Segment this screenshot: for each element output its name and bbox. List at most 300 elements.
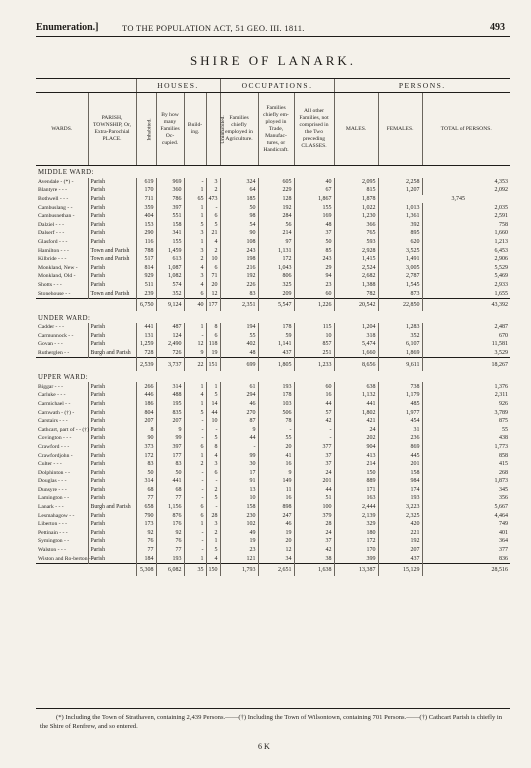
value-cell: 898 bbox=[258, 503, 294, 512]
ward-heading-row bbox=[36, 371, 510, 383]
total-cell: 6,750 bbox=[136, 298, 156, 311]
total-cell: 40 bbox=[184, 298, 206, 311]
value-cell: 404 bbox=[136, 212, 156, 221]
value-cell: 5 bbox=[206, 391, 220, 400]
place-type: Parish bbox=[88, 203, 136, 212]
value-cell: 356 bbox=[422, 494, 510, 503]
place-name: Stonehouse - - bbox=[38, 290, 71, 297]
value-cell: 54 bbox=[220, 221, 258, 230]
value-cell: 2 bbox=[184, 460, 206, 469]
value-cell: 1 bbox=[184, 323, 206, 332]
value-cell: 786 bbox=[156, 195, 184, 204]
place-type: Parish bbox=[88, 195, 136, 204]
value-cell: 172 bbox=[136, 451, 156, 460]
place-name: Glasford - - - bbox=[38, 239, 68, 246]
value-cell: 37 bbox=[294, 451, 334, 460]
value-cell: 446 bbox=[136, 391, 156, 400]
place-type: Parish bbox=[88, 178, 136, 187]
value-cell: 128 bbox=[258, 195, 294, 204]
place-type: Parish bbox=[88, 281, 136, 290]
value-cell: 19 bbox=[220, 537, 258, 546]
value-cell: 11 bbox=[258, 486, 294, 495]
total-blank bbox=[36, 358, 136, 371]
value-cell: 6 bbox=[206, 264, 220, 273]
place-type: Parish bbox=[88, 443, 136, 452]
value-cell: 214 bbox=[334, 460, 378, 469]
value-cell: 8 bbox=[206, 443, 220, 452]
place-type: Parish bbox=[88, 529, 136, 538]
value-cell: 4 bbox=[184, 281, 206, 290]
value-cell: 5,469 bbox=[422, 272, 510, 281]
value-cell: 158 bbox=[378, 468, 422, 477]
value-cell: 155 bbox=[156, 238, 184, 247]
value-cell: 150 bbox=[334, 468, 378, 477]
value-cell: 929 bbox=[136, 272, 156, 281]
value-cell: 4 bbox=[184, 264, 206, 273]
value-cell: 64 bbox=[220, 186, 258, 195]
value-cell: 1 bbox=[184, 212, 206, 221]
value-cell: 1,013 bbox=[378, 203, 422, 212]
value-cell: 1 bbox=[206, 537, 220, 546]
place-type: Parish bbox=[88, 425, 136, 434]
value-cell: 593 bbox=[334, 238, 378, 247]
value-cell: 858 bbox=[422, 451, 510, 460]
place-name: Symington - - bbox=[38, 538, 70, 545]
value-cell: 44 bbox=[294, 486, 334, 495]
value-cell: 3 bbox=[184, 246, 206, 255]
value-cell: 19 bbox=[258, 529, 294, 538]
value-cell: 605 bbox=[258, 178, 294, 187]
value-cell: 1,156 bbox=[156, 503, 184, 512]
col-agriculture: Families chiefly employed in Agriculture. bbox=[220, 93, 258, 166]
value-cell: 788 bbox=[136, 246, 156, 255]
value-cell: - bbox=[184, 537, 206, 546]
value-cell: 345 bbox=[422, 486, 510, 495]
value-cell: 6 bbox=[184, 511, 206, 520]
value-cell: 875 bbox=[422, 417, 510, 426]
value-cell: 24 bbox=[294, 529, 334, 538]
total-cell: 22 bbox=[184, 358, 206, 371]
table-row bbox=[36, 486, 510, 495]
value-cell: 401 bbox=[422, 529, 510, 538]
value-cell: 711 bbox=[136, 195, 156, 204]
value-cell: 118 bbox=[206, 340, 220, 349]
value-cell: 359 bbox=[136, 203, 156, 212]
value-cell: 1,660 bbox=[334, 349, 378, 358]
table-row bbox=[36, 417, 510, 426]
value-cell: - bbox=[184, 468, 206, 477]
value-cell: 178 bbox=[258, 391, 294, 400]
place-name: Covington - - - bbox=[38, 435, 72, 442]
value-cell: 9 bbox=[184, 349, 206, 358]
signature-mark: 6 K bbox=[258, 742, 270, 751]
table-row bbox=[36, 281, 510, 290]
value-cell: 454 bbox=[378, 417, 422, 426]
value-cell: 99 bbox=[220, 451, 258, 460]
place-type: Parish bbox=[88, 554, 136, 563]
value-cell: 5 bbox=[206, 221, 220, 230]
value-cell: 377 bbox=[294, 443, 334, 452]
value-cell: 24 bbox=[334, 425, 378, 434]
value-cell: 670 bbox=[422, 332, 510, 341]
value-cell: 10 bbox=[294, 332, 334, 341]
value-cell: - bbox=[258, 425, 294, 434]
value-cell: 30 bbox=[220, 460, 258, 469]
value-cell: 31 bbox=[378, 425, 422, 434]
value-cell: 377 bbox=[422, 546, 510, 555]
value-cell: 1,459 bbox=[156, 246, 184, 255]
col-families: By how many Families Oc-cupied. bbox=[156, 93, 184, 166]
place-name: Lesmahagow - - bbox=[38, 512, 75, 519]
table-row bbox=[36, 186, 510, 195]
value-cell: 873 bbox=[378, 289, 422, 298]
total-cell: 1,638 bbox=[294, 563, 334, 576]
place-type: Parish bbox=[88, 323, 136, 332]
value-cell: 83 bbox=[136, 460, 156, 469]
value-cell: 2,139 bbox=[334, 511, 378, 520]
value-cell: 3 bbox=[184, 229, 206, 238]
value-cell: 2,325 bbox=[378, 511, 422, 520]
value-cell: 1,022 bbox=[334, 203, 378, 212]
value-cell: 50 bbox=[294, 238, 334, 247]
value-cell: 1,179 bbox=[378, 391, 422, 400]
value-cell: 38 bbox=[294, 554, 334, 563]
total-cell: 9,611 bbox=[378, 358, 422, 371]
place-type: Parish bbox=[88, 400, 136, 409]
value-cell: 1 bbox=[184, 451, 206, 460]
value-cell: 60 bbox=[294, 382, 334, 391]
value-cell: 2,311 bbox=[422, 391, 510, 400]
value-cell: 243 bbox=[220, 246, 258, 255]
value-cell: 2,095 bbox=[334, 178, 378, 187]
place-name: Dalziel - - - bbox=[38, 221, 64, 228]
value-cell: 163 bbox=[334, 494, 378, 503]
value-cell: 149 bbox=[258, 477, 294, 486]
value-cell: 517 bbox=[136, 255, 156, 264]
value-cell: 268 bbox=[422, 468, 510, 477]
value-cell: 1,867 bbox=[294, 195, 334, 204]
place-type: Parish bbox=[88, 408, 136, 417]
total-cell: 18,267 bbox=[422, 358, 510, 371]
value-cell: 16 bbox=[258, 460, 294, 469]
value-cell: 814 bbox=[136, 264, 156, 273]
value-cell: 77 bbox=[156, 494, 184, 503]
table-row bbox=[36, 460, 510, 469]
value-cell: 153 bbox=[136, 221, 156, 230]
value-cell: 8 bbox=[136, 425, 156, 434]
value-cell: 28 bbox=[294, 520, 334, 529]
value-cell: 420 bbox=[378, 520, 422, 529]
table-row bbox=[36, 391, 510, 400]
value-cell: 13 bbox=[220, 486, 258, 495]
value-cell: 108 bbox=[220, 238, 258, 247]
value-cell: 91 bbox=[220, 477, 258, 486]
place-name: Rutherglen - - bbox=[38, 350, 70, 357]
table-body bbox=[36, 166, 510, 577]
place-name: Monkland, Old - bbox=[38, 273, 76, 280]
value-cell: 83 bbox=[220, 289, 258, 298]
col-trade: Families chiefly em-ployed in Trade, Manufac-tures, or Handicraft. bbox=[258, 93, 294, 166]
place-type: Parish bbox=[88, 486, 136, 495]
place-name: Crawford - - - bbox=[38, 443, 70, 450]
value-cell: 415 bbox=[422, 460, 510, 469]
place-name: Carstairs - - - bbox=[38, 418, 68, 425]
value-cell: 3,223 bbox=[378, 503, 422, 512]
place-name: Liberton - - - bbox=[38, 521, 68, 528]
value-cell: 325 bbox=[258, 281, 294, 290]
col-place: PARISH, TOWNSHIP, Or, Extra-Parochial PLACE. bbox=[88, 93, 136, 166]
value-cell: 6 bbox=[184, 503, 206, 512]
value-cell: 2,035 bbox=[422, 203, 510, 212]
table-row bbox=[36, 195, 510, 204]
value-cell: 1,204 bbox=[334, 323, 378, 332]
table-row bbox=[36, 529, 510, 538]
place-type: Parish bbox=[88, 186, 136, 195]
value-cell: 1,802 bbox=[334, 408, 378, 417]
value-cell: 94 bbox=[294, 272, 334, 281]
place-name: Cadder - - - bbox=[38, 324, 64, 331]
footer-rule bbox=[36, 708, 510, 709]
value-cell: 399 bbox=[334, 554, 378, 563]
value-cell: 574 bbox=[156, 281, 184, 290]
value-cell: - bbox=[184, 529, 206, 538]
value-cell: 889 bbox=[334, 477, 378, 486]
value-cell: 19 bbox=[206, 349, 220, 358]
value-cell: 44 bbox=[294, 400, 334, 409]
value-cell: 2,444 bbox=[334, 503, 378, 512]
value-cell: 180 bbox=[334, 529, 378, 538]
ward-total-row bbox=[36, 563, 510, 576]
value-cell: 17 bbox=[220, 468, 258, 477]
place-name: Culter - - - bbox=[38, 461, 62, 468]
value-cell: 60 bbox=[294, 289, 334, 298]
value-cell: 5,529 bbox=[422, 264, 510, 273]
value-cell: 1,043 bbox=[258, 264, 294, 273]
value-cell: 21 bbox=[206, 229, 220, 238]
total-cell: 8,656 bbox=[334, 358, 378, 371]
value-cell: 67 bbox=[294, 186, 334, 195]
value-cell: 115 bbox=[294, 323, 334, 332]
value-cell: 1,415 bbox=[334, 255, 378, 264]
value-cell: 65 bbox=[184, 195, 206, 204]
value-cell: 51 bbox=[294, 494, 334, 503]
value-cell: 857 bbox=[294, 340, 334, 349]
value-cell: 3 bbox=[184, 272, 206, 281]
value-cell: 2 bbox=[206, 246, 220, 255]
group-houses: HOUSES. bbox=[136, 79, 220, 93]
table-row bbox=[36, 400, 510, 409]
value-cell: 658 bbox=[136, 503, 156, 512]
value-cell: 56 bbox=[258, 221, 294, 230]
value-cell: 155 bbox=[294, 203, 334, 212]
value-cell: 4 bbox=[206, 451, 220, 460]
total-cell: 6,082 bbox=[156, 563, 184, 576]
value-cell: 158 bbox=[156, 221, 184, 230]
value-cell: 78 bbox=[258, 417, 294, 426]
value-cell: 765 bbox=[334, 229, 378, 238]
value-cell: 6 bbox=[206, 468, 220, 477]
value-cell: 247 bbox=[258, 511, 294, 520]
value-cell: - bbox=[184, 546, 206, 555]
value-cell: 192 bbox=[378, 537, 422, 546]
table-row bbox=[36, 340, 510, 349]
value-cell: 131 bbox=[136, 332, 156, 341]
value-cell: 726 bbox=[156, 349, 184, 358]
table-row bbox=[36, 554, 510, 563]
place-type: Parish bbox=[88, 546, 136, 555]
place-name: Crawfordjohn - bbox=[38, 452, 73, 459]
value-cell: 102 bbox=[220, 520, 258, 529]
value-cell: 173 bbox=[136, 520, 156, 529]
value-cell: 100 bbox=[294, 503, 334, 512]
value-cell: 270 bbox=[220, 408, 258, 417]
value-cell: 1,660 bbox=[422, 229, 510, 238]
total-cell: 5,308 bbox=[136, 563, 156, 576]
value-cell: 1,388 bbox=[334, 281, 378, 290]
table-row bbox=[36, 323, 510, 332]
value-cell: 20 bbox=[258, 443, 294, 452]
value-cell: - bbox=[184, 434, 206, 443]
place-type: Parish bbox=[88, 537, 136, 546]
value-cell: 207 bbox=[136, 417, 156, 426]
value-cell: 1,082 bbox=[156, 272, 184, 281]
value-cell: 207 bbox=[378, 546, 422, 555]
value-cell: 12 bbox=[258, 546, 294, 555]
value-cell: 1,132 bbox=[334, 391, 378, 400]
value-cell: 1,087 bbox=[156, 264, 184, 273]
value-cell: 236 bbox=[378, 434, 422, 443]
table-row bbox=[36, 332, 510, 341]
table-row bbox=[36, 520, 510, 529]
value-cell: 61 bbox=[220, 382, 258, 391]
value-cell: 1,869 bbox=[378, 349, 422, 358]
place-type: Burgh and Parish bbox=[88, 503, 136, 512]
value-cell: 969 bbox=[156, 178, 184, 187]
value-cell: 5 bbox=[184, 221, 206, 230]
value-cell: 364 bbox=[422, 537, 510, 546]
value-cell: 738 bbox=[378, 382, 422, 391]
value-cell: 193 bbox=[378, 494, 422, 503]
value-cell: 1,213 bbox=[422, 238, 510, 247]
value-cell: 790 bbox=[136, 511, 156, 520]
value-cell: 895 bbox=[378, 229, 422, 238]
place-name: Pettinain - - - bbox=[38, 529, 68, 536]
value-cell: 284 bbox=[258, 212, 294, 221]
value-cell: 9 bbox=[220, 425, 258, 434]
value-cell: 201 bbox=[294, 477, 334, 486]
place-type: Parish bbox=[88, 272, 136, 281]
value-cell: 23 bbox=[220, 546, 258, 555]
total-blank bbox=[36, 563, 136, 576]
value-cell: 1 bbox=[184, 186, 206, 195]
value-cell: 116 bbox=[136, 238, 156, 247]
place-type: Parish bbox=[88, 460, 136, 469]
place-type: Parish bbox=[88, 494, 136, 503]
value-cell: 329 bbox=[334, 520, 378, 529]
value-cell: 239 bbox=[136, 289, 156, 298]
value-cell: - bbox=[184, 425, 206, 434]
value-cell: 5,474 bbox=[334, 340, 378, 349]
value-cell: 46 bbox=[220, 400, 258, 409]
value-cell: 9 bbox=[258, 468, 294, 477]
value-cell: - bbox=[184, 494, 206, 503]
value-cell: 4 bbox=[206, 238, 220, 247]
value-cell: 6,453 bbox=[422, 246, 510, 255]
place-type: Parish bbox=[88, 332, 136, 341]
value-cell: 2 bbox=[206, 186, 220, 195]
value-cell: - bbox=[294, 434, 334, 443]
ward-heading: UPPER WARD: bbox=[38, 374, 89, 382]
value-cell: 48 bbox=[294, 221, 334, 230]
value-cell: 98 bbox=[220, 212, 258, 221]
value-cell: - bbox=[184, 178, 206, 187]
value-cell: 68 bbox=[156, 486, 184, 495]
value-cell: 437 bbox=[378, 554, 422, 563]
place-name: Avendale - (*) - bbox=[38, 178, 74, 185]
value-cell: 174 bbox=[378, 486, 422, 495]
value-cell: 758 bbox=[422, 221, 510, 230]
value-cell: 366 bbox=[334, 221, 378, 230]
value-cell: - bbox=[184, 417, 206, 426]
value-cell: 37 bbox=[294, 229, 334, 238]
total-cell: 1,226 bbox=[294, 298, 334, 311]
value-cell: 221 bbox=[378, 529, 422, 538]
value-cell: 1,207 bbox=[378, 186, 422, 195]
place-name: Blantyre - - - bbox=[38, 187, 68, 194]
table-row bbox=[36, 468, 510, 477]
table-row bbox=[36, 546, 510, 555]
value-cell: 10 bbox=[206, 417, 220, 426]
place-type: Parish bbox=[88, 238, 136, 247]
value-cell: 782 bbox=[334, 289, 378, 298]
place-name: Carmichael - - bbox=[38, 400, 71, 407]
value-cell: 226 bbox=[220, 281, 258, 290]
value-cell: 55 bbox=[422, 425, 510, 434]
value-cell: 169 bbox=[294, 212, 334, 221]
value-cell: 318 bbox=[334, 332, 378, 341]
value-cell: 207 bbox=[156, 417, 184, 426]
value-cell: 2,906 bbox=[422, 255, 510, 264]
value-cell: 90 bbox=[220, 229, 258, 238]
place-name: Lamington - - bbox=[38, 495, 70, 502]
place-name: Biggar - - - bbox=[38, 383, 64, 390]
value-cell: 1,131 bbox=[258, 246, 294, 255]
total-blank bbox=[36, 298, 136, 311]
total-cell: 2,351 bbox=[220, 298, 258, 311]
value-cell: 68 bbox=[136, 486, 156, 495]
value-cell: 613 bbox=[156, 255, 184, 264]
value-cell: 23 bbox=[294, 281, 334, 290]
value-cell: 441 bbox=[156, 477, 184, 486]
value-cell: 352 bbox=[156, 289, 184, 298]
value-cell: 421 bbox=[334, 417, 378, 426]
value-cell: 619 bbox=[136, 178, 156, 187]
value-cell: 266 bbox=[136, 382, 156, 391]
value-cell: 4,353 bbox=[422, 178, 510, 187]
value-cell: 92 bbox=[156, 529, 184, 538]
value-cell: 2,787 bbox=[378, 272, 422, 281]
value-cell: 24 bbox=[294, 468, 334, 477]
value-cell: 437 bbox=[258, 349, 294, 358]
total-cell: 9,124 bbox=[156, 298, 184, 311]
value-cell: 869 bbox=[378, 443, 422, 452]
value-cell: 3 bbox=[206, 178, 220, 187]
table-row bbox=[36, 221, 510, 230]
value-cell: 11,581 bbox=[422, 340, 510, 349]
value-cell: 1,655 bbox=[422, 289, 510, 298]
place-name: Hamilton - - - bbox=[38, 247, 69, 254]
value-cell: - bbox=[184, 486, 206, 495]
